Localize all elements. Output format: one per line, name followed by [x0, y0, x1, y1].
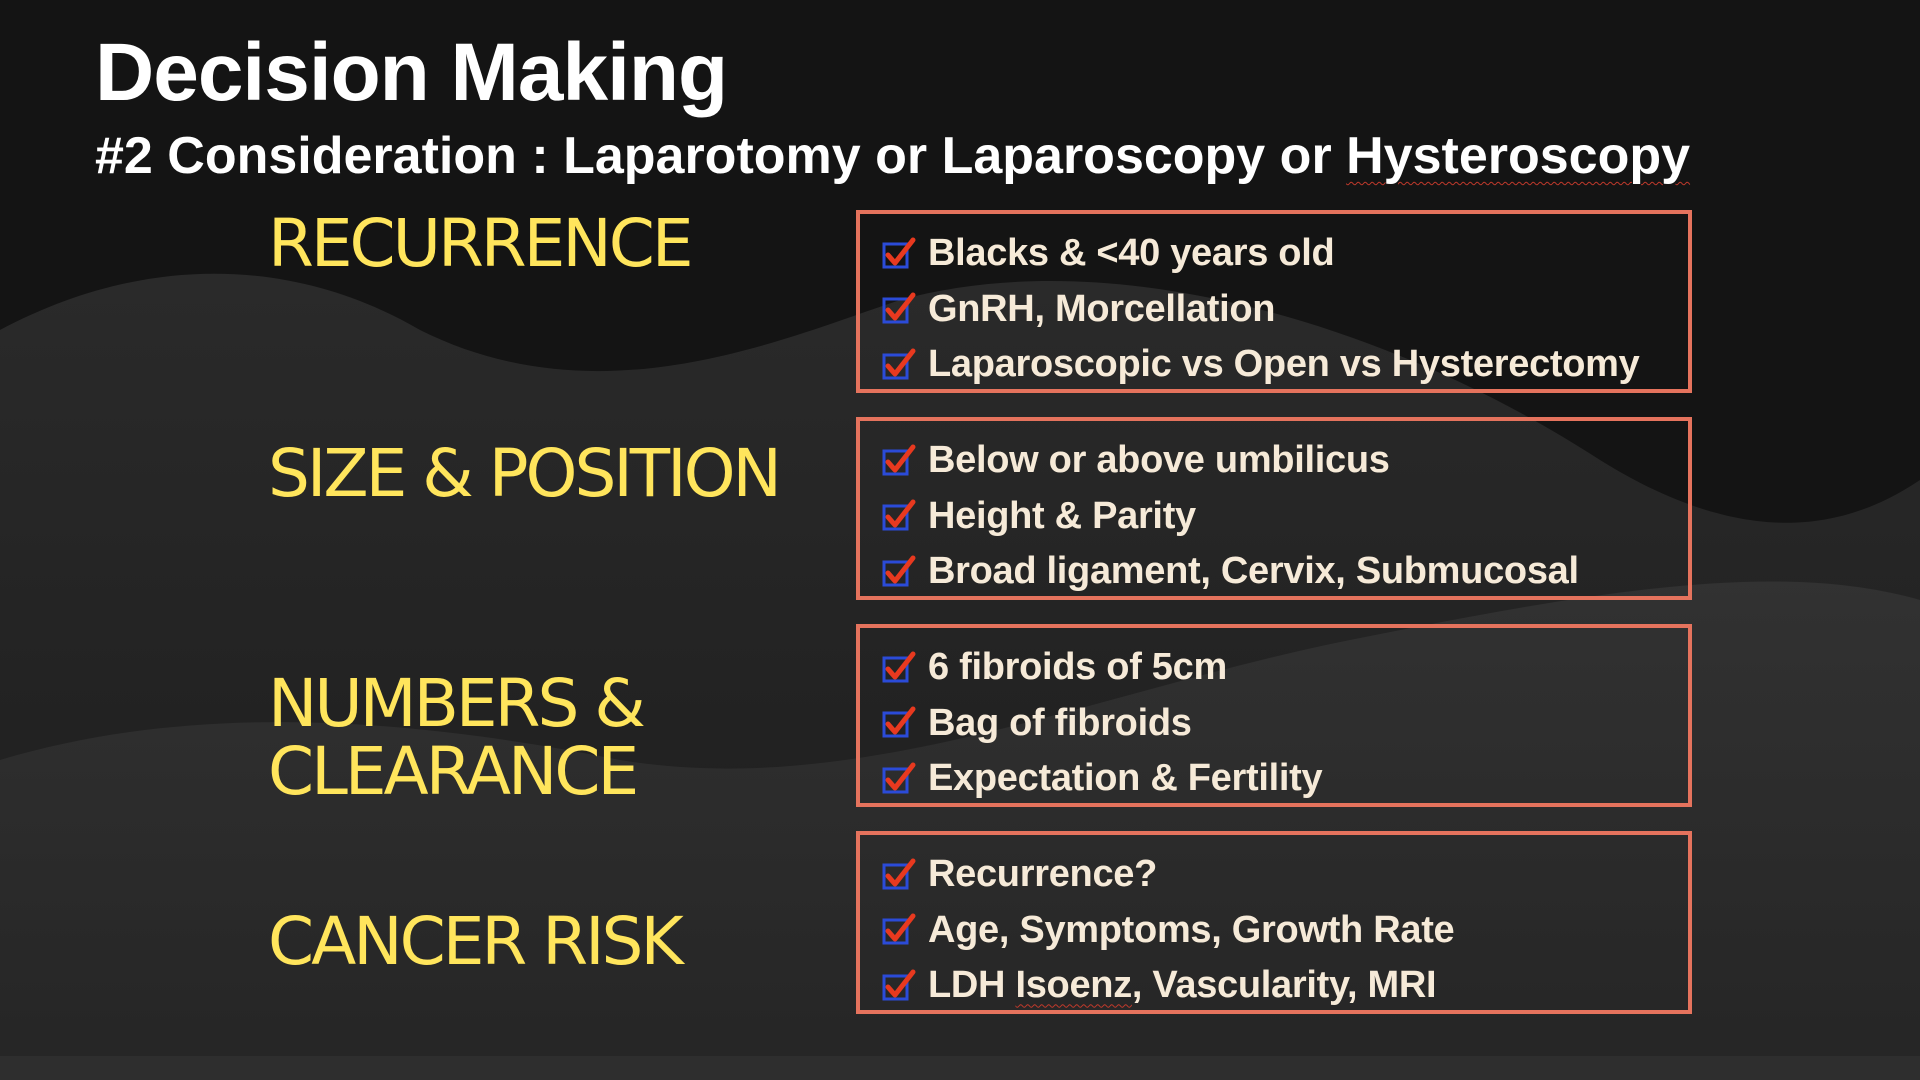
category-cancer-risk: CANCER RISK: [268, 903, 681, 980]
checkbox-checked-icon: [882, 292, 916, 326]
slide-subtitle: [95, 126, 1690, 186]
criteria-box-recurrence: [856, 210, 1692, 393]
item-text: Blacks & <40 years old: [928, 232, 1335, 275]
item-text-part: , Vascularity, MRI: [1131, 964, 1437, 1007]
list-item: [882, 282, 1688, 338]
category-recurrence: RECURRENCE: [268, 205, 691, 282]
checkbox-checked-icon: [882, 348, 916, 382]
category-numbers-clearance: [268, 665, 643, 810]
checkbox-checked-icon: [882, 651, 916, 685]
item-text: Below or above umbilicus: [928, 439, 1390, 482]
item-text: 6 fibroids of 5cm: [928, 646, 1227, 689]
item-text: GnRH, Morcellation: [928, 287, 1276, 330]
slide-title: Decision Making: [95, 27, 728, 118]
list-item: [882, 751, 1688, 807]
checkbox-checked-icon: [882, 706, 916, 740]
checkbox-checked-icon: [882, 762, 916, 796]
list-item: [882, 640, 1688, 696]
checkbox-checked-icon: [882, 858, 916, 892]
item-text: Broad ligament, Cervix, Submucosal: [928, 550, 1579, 593]
list-item: [882, 958, 1688, 1014]
item-text: Recurrence?: [928, 853, 1158, 896]
list-item: [882, 489, 1688, 545]
item-text: Bag of fibroids: [928, 701, 1192, 744]
category-line: CLEARANCE: [268, 733, 637, 810]
criteria-box-size-position: [856, 417, 1692, 600]
item-text-underlined-word: Isoenz: [1015, 964, 1132, 1007]
list-item: [882, 847, 1688, 903]
footer-band: [0, 1056, 1920, 1080]
category-line: NUMBERS &: [268, 665, 643, 742]
category-size-position: SIZE & POSITION: [268, 435, 779, 512]
list-item: [882, 337, 1688, 393]
item-text: Laparoscopic vs Open vs Hysterectomy: [928, 343, 1640, 386]
list-item: [882, 903, 1688, 959]
item-text: [928, 964, 1436, 1007]
item-text: Age, Symptoms, Growth Rate: [928, 908, 1455, 951]
criteria-box-cancer-risk: [856, 831, 1692, 1014]
criteria-box-numbers-clearance: [856, 624, 1692, 807]
subtitle-text: #2 Consideration : Laparotomy or Laparoscopy or: [95, 127, 1347, 185]
subtitle-underlined-word: Hysteroscopy: [1346, 127, 1691, 185]
list-item: [882, 433, 1688, 489]
list-item: [882, 226, 1688, 282]
checkbox-checked-icon: [882, 444, 916, 478]
checkbox-checked-icon: [882, 237, 916, 271]
item-text: Expectation & Fertility: [928, 757, 1323, 800]
checkbox-checked-icon: [882, 555, 916, 589]
list-item: [882, 544, 1688, 600]
checkbox-checked-icon: [882, 913, 916, 947]
item-text-part: LDH: [928, 964, 1016, 1007]
checkbox-checked-icon: [882, 499, 916, 533]
list-item: [882, 696, 1688, 752]
item-text: Height & Parity: [928, 494, 1196, 537]
checkbox-checked-icon: [882, 969, 916, 1003]
